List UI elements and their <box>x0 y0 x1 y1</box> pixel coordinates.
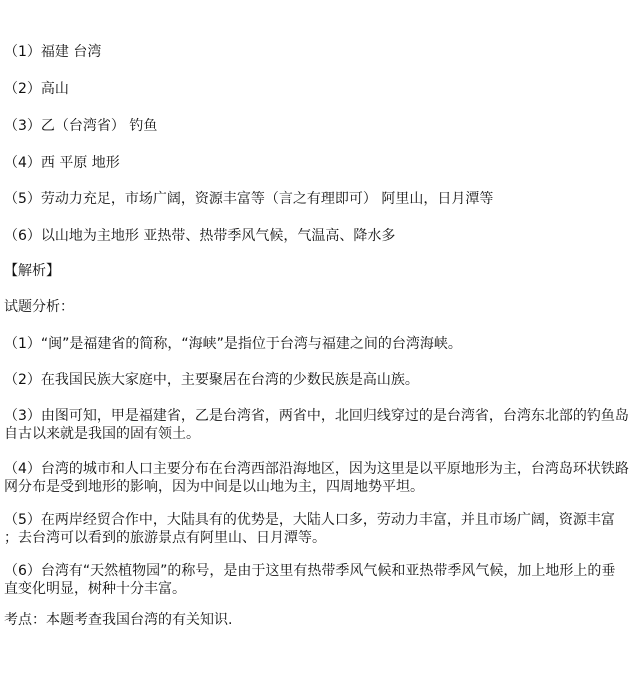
kaodian-line: 考点：本题考查我国台湾的有关知识. <box>4 612 233 628</box>
explanation-1 <box>4 335 624 353</box>
answer-4: （4）西 平原 地形 <box>4 155 120 171</box>
explanation-4-line-1: （4）台湾的城市和人口主要分布在台湾西部沿海地区，因为这里是以平原地形为主，台湾岛环状铁路 <box>4 461 629 477</box>
explanation-3 <box>4 407 629 443</box>
explanation-6 <box>4 562 624 598</box>
explanation-2 <box>4 371 624 389</box>
answer-1: （1）福建 台湾 <box>4 44 102 60</box>
answer-6: （6）以山地为主地形 亚热带、热带季风气候，气温高、降水多 <box>4 228 396 244</box>
analysis-heading: 【解析】 <box>4 263 60 279</box>
explanation-6-line-2: 直变化明显，树种十分丰富。 <box>4 581 186 597</box>
explanation-4-line-2: 网分布是受到地形的影响，因为中间是以山地为主，四周地势平坦。 <box>4 479 424 495</box>
explanation-5 <box>4 511 624 547</box>
explanation-2-line-1: （2）在我国民族大家庭中，主要聚居在台湾的少数民族是高山族。 <box>4 372 419 388</box>
answer-5: （5）劳动力充足，市场广阔，资源丰富等（言之有理即可） 阿里山，日月潭等 <box>4 191 494 207</box>
explanation-6-line-1: （6）台湾有“天然植物园”的称号，是由于这里有热带季风气候和亚热带季风气候，加上地形上的垂 <box>4 563 616 579</box>
explanation-3-line-2: 自古以来就是我国的固有领土。 <box>4 426 200 442</box>
explanation-5-line-2: ；去台湾可以看到的旅游景点有阿里山、日月潭等。 <box>4 530 326 546</box>
answer-2: （2）高山 <box>4 81 69 97</box>
explanation-1-line-1: （1）“闽”是福建省的简称，“海峡”是指位于台湾与福建之间的台湾海峡。 <box>4 336 462 352</box>
analysis-intro: 试题分析： <box>4 299 74 315</box>
explanation-3-line-1: （3）由图可知，甲是福建省，乙是台湾省，两省中，北回归线穿过的是台湾省，台湾东北部的钓鱼岛 <box>4 408 629 424</box>
answer-3: （3）乙（台湾省） 钓鱼 <box>4 118 158 134</box>
explanation-5-line-1: （5）在两岸经贸合作中，大陆具有的优势是，大陆人口多，劳动力丰富，并且市场广阔，资源丰富 <box>4 512 615 528</box>
explanation-4 <box>4 460 629 496</box>
